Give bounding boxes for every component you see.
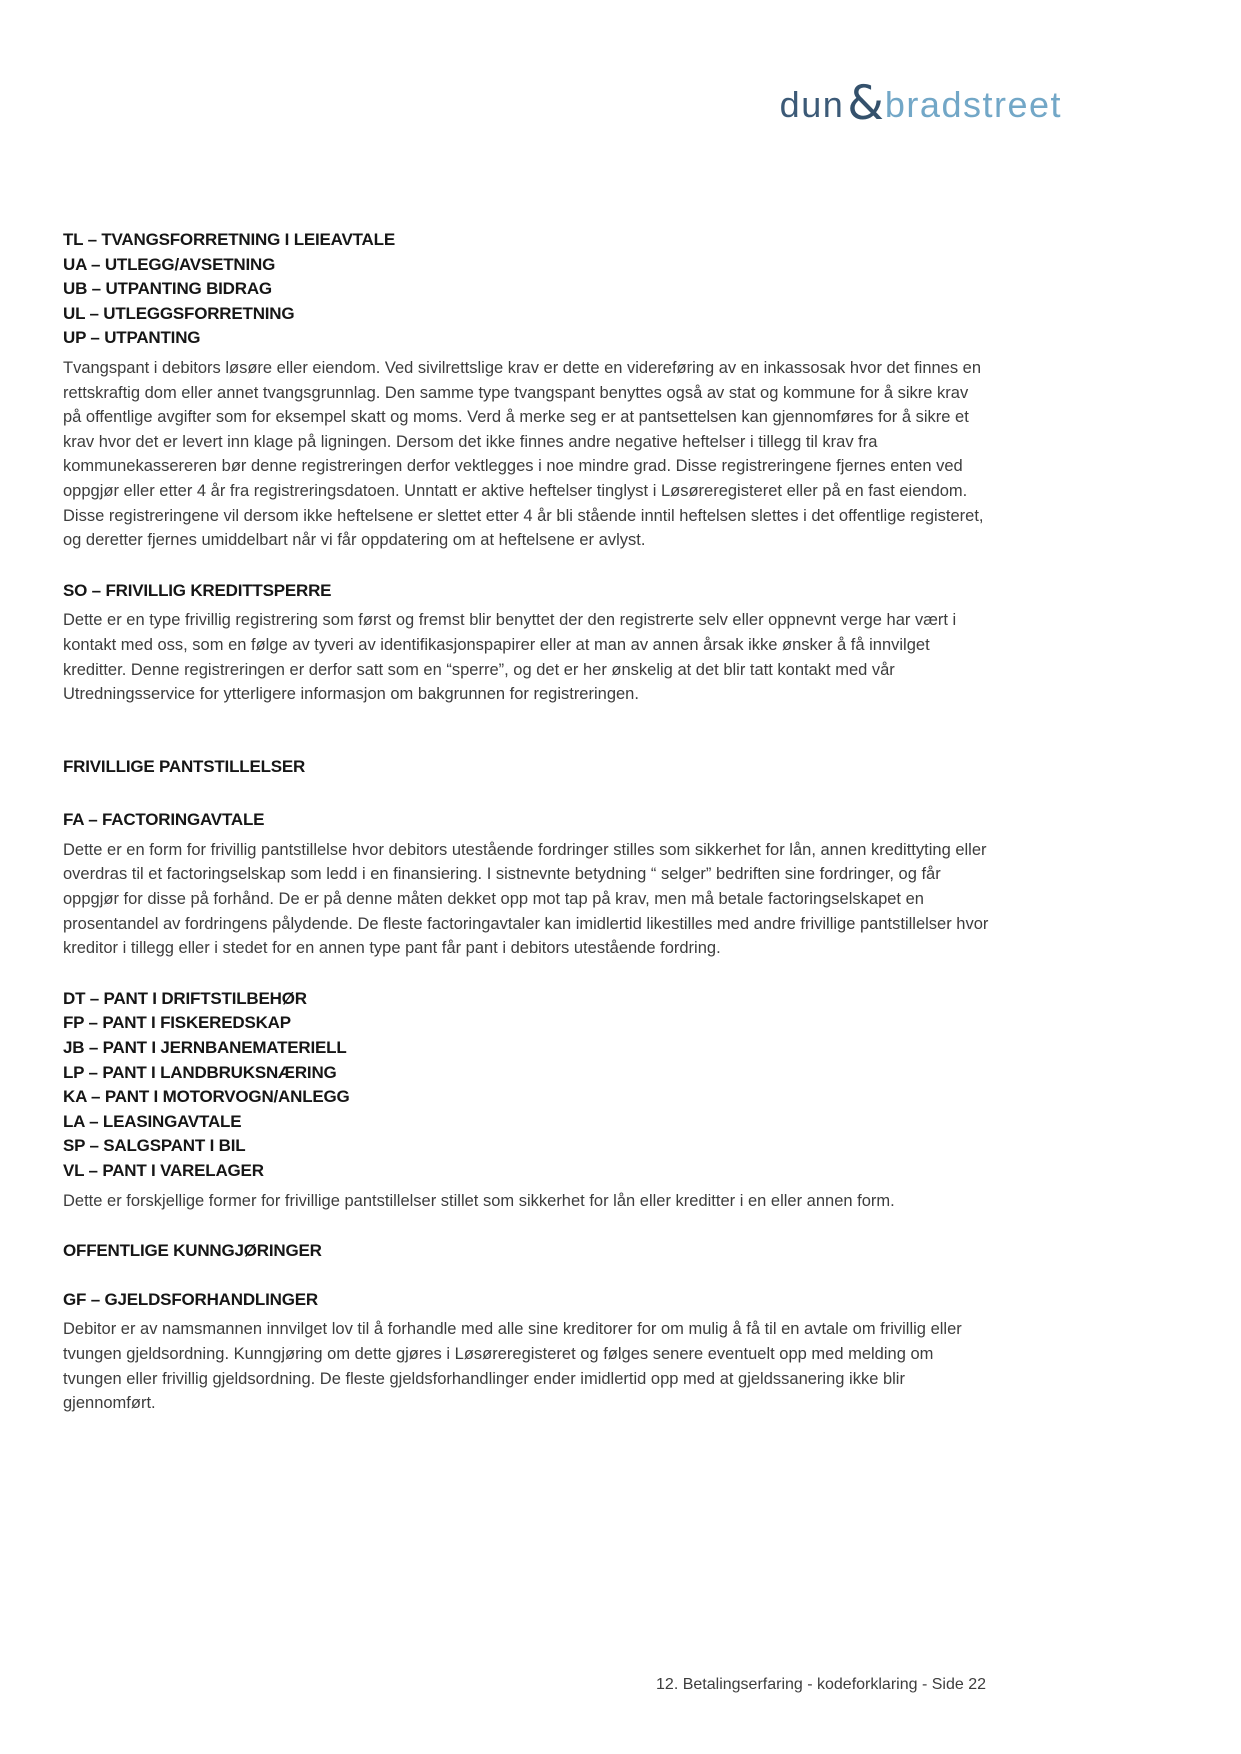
page-footer: 12. Betalingserfaring - kodeforklaring - Side 22: [656, 1676, 986, 1693]
code-item: DT – PANT I DRIFTSTILBEHØR: [63, 988, 307, 1008]
code-item: SP – SALGSPANT I BIL: [63, 1136, 246, 1156]
logo-text-dun: dun: [779, 84, 845, 125]
body-paragraph: Dette er en type frivillig registrering som først og fremst blir benyttet der den registrerte selv eller oppnevnt verge har vært i kontakt med oss, som en følge av tyveri av identifikasjonspapirer eller at man av annen årsak ikke ønsker å få innvilget kreditter. Denne registreringen er derfor satt som en “sperre”, og det er her ønskelig at det blir tatt kontakt med vår Utredningsservice for ytterligere informasjon om bakgrunnen for registreringen.: [63, 611, 957, 704]
body-paragraph: Debitor er av namsmannen innvilget lov til å forhandle med alle sine kreditorer for om mulig å få til en avtale om frivillig eller tvungen gjeldsordning. Kunngjøring om dette gjøres i Løsøreregisteret og følges senere eventuelt opp med melding om tvungen eller frivillig gjeldsordning. De fleste gjeldsforhandlinger ender imidlertid opp med at gjeldssanering ikke blir gjennomført.: [63, 1320, 962, 1413]
code-list: [63, 228, 991, 351]
logo-text-bradstreet: bradstreet: [884, 84, 1062, 125]
code-item: KA – PANT I MOTORVOGN/ANLEGG: [63, 1087, 350, 1107]
code-item: JB – PANT I JERNBANEMATERIELL: [63, 1038, 347, 1058]
code-item: UL – UTLEGGSFORRETNING: [63, 303, 295, 323]
code-item: TL – TVANGSFORRETNING I LEIEAVTALE: [63, 230, 395, 249]
code-item: LP – PANT I LANDBRUKSNÆRING: [63, 1062, 337, 1082]
code-heading: SO – FRIVILLIG KREDITTSPERRE: [63, 580, 332, 600]
code-item: FP – PANT I FISKEREDSKAP: [63, 1013, 291, 1033]
code-item: UA – UTLEGG/AVSETNING: [63, 254, 276, 274]
code-heading: GF – GJELDSFORHANDLINGER: [63, 1289, 318, 1309]
code-item: LA – LEASINGAVTALE: [63, 1111, 242, 1131]
section-heading: FRIVILLIGE PANTSTILLELSER: [63, 756, 306, 776]
body-paragraph: Tvangspant i debitors løsøre eller eiendom. Ved sivilrettslige krav er dette en videreføring av en inkassosak hvor det finnes en rettskraftig dom eller annet tvangsgrunnlag. Den samme type tvangspant benyttes også av stat og kommune for å sikre krav på offentlige avgifter som for eksempel skatt og moms. Verd å merke seg er at pantsettelsen kan gjennomføres for å sikre et krav hvor det er levert inn klage på ligningen. Dersom det ikke finnes andre negative heftelser i tillegg til krav fra kommunekassereren bør denne registreringen derfor vektlegges i noe mindre grad. Disse registreringene fjernes enten ved oppgjør eller etter 4 år fra registreringsdatoen. Unntatt er aktive heftelser tinglyst i Løsøreregisteret eller på en fast eiendom. Disse registreringene vil dersom ikke heftelsene er slettet etter 4 år bli stående inntil heftelsen slettes i det offentlige registeret, og deretter fjernes umiddelbart når vi får oppdatering om at heftelsene er avlyst.: [63, 358, 984, 550]
code-heading: FA – FACTORINGAVTALE: [63, 810, 265, 830]
body-paragraph: Dette er forskjellige former for frivillige pantstillelser stillet som sikkerhet for lån eller kreditter i en eller annen form.: [63, 1191, 895, 1210]
code-list: [63, 987, 991, 1184]
body-paragraph: Dette er en form for frivillig pantstillelse hvor debitors utestående fordringer stilles som sikkerhet for lån, annen kredittyting eller overdras til et factoringselskap som ledd i en finansiering. I sistnevnte betydning “ selger” bedriften sine fordringer, og får oppgjør for disse på forhånd. De er på denne måten dekket opp mot tap på krav, men må betale factoringselskapet en prosentandel av fordringens pålydende. De fleste factoringavtaler kan imidlertid likestilles med andre frivillige pantstillelser hvor kreditor i tillegg eller i stedet for en annen type pant får pant i debitors utestående fordring.: [63, 840, 989, 958]
section-heading: OFFENTLIGE KUNNGJØRINGER: [63, 1241, 322, 1261]
code-item: UB – UTPANTING BIDRAG: [63, 279, 272, 299]
logo-ampersand-icon: &: [847, 76, 884, 131]
document-body: [63, 228, 991, 1442]
code-item: UP – UTPANTING: [63, 328, 201, 348]
code-item: VL – PANT I VARELAGER: [63, 1161, 264, 1180]
dun-bradstreet-logo: [780, 74, 1062, 129]
